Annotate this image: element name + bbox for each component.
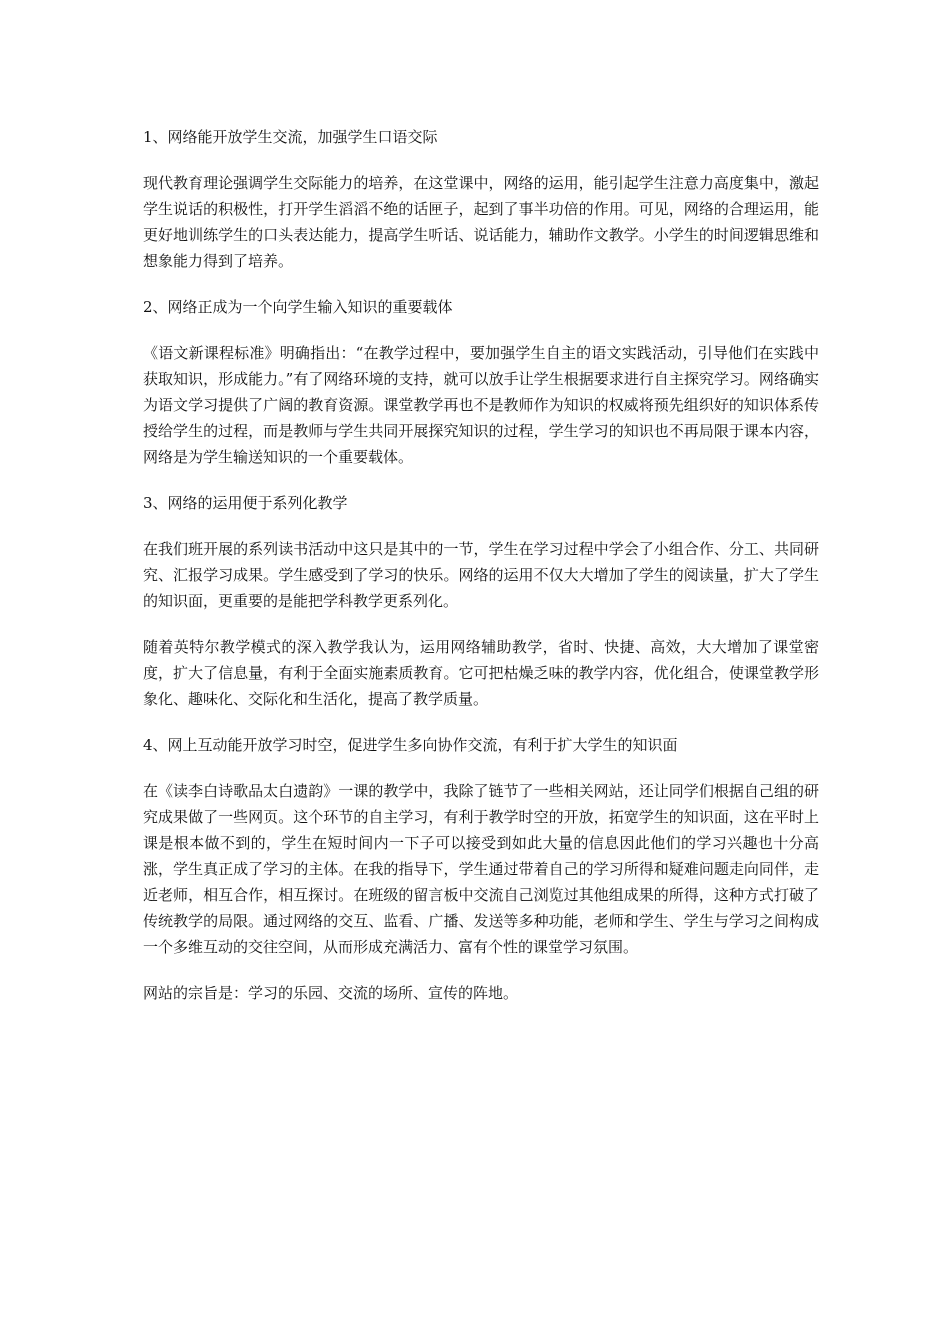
paragraph: 在我们班开展的系列读书活动中这只是其中的一节，学生在学习过程中学会了小组合作、分工、共同研究、汇报学习成果。学生感受到了学习的快乐。网络的运用不仅大大增加了学生的阅读量，扩大了学生的知识面，更重要的是能把学科教学更系列化。: [143, 540, 819, 610]
section-4: [143, 732, 819, 1006]
section-heading: 3、网络的运用便于系列化教学: [143, 494, 348, 512]
section-heading: 1、网络能开放学生交流，加强学生口语交际: [143, 128, 438, 146]
section-heading: 4、网上互动能开放学习时空，促进学生多向协作交流，有利于扩大学生的知识面: [143, 736, 678, 754]
paragraph: 网站的宗旨是：学习的乐园、交流的场所、宣传的阵地。: [143, 984, 519, 1002]
paragraph: 《语文新课程标准》明确指出：“在教学过程中，要加强学生自主的语文实践活动，引导他们在实践中获取知识，形成能力。”有了网络环境的支持，就可以放手让学生根据要求进行自主探究学习。网络确实为语文学习提供了广阔的教育资源。课堂教学再也不是教师作为知识的权威将预先组织好的知识体系传授给学生的过程，而是教师与学生共同开展探究知识的过程，学生学习的知识也不再局限于课本内容，网络是为学生输送知识的一个重要载体。: [143, 344, 819, 466]
paragraph: 现代教育理论强调学生交际能力的培养，在这堂课中，网络的运用，能引起学生注意力高度集中，激起学生说话的积极性，打开学生滔滔不绝的话匣子，起到了事半功倍的作用。可见，网络的合理运用，能更好地训练学生的口头表达能力，提高学生听话、说话能力，辅助作文教学。小学生的时间逻辑思维和想象能力得到了培养。: [143, 174, 819, 270]
paragraph: 在《读李白诗歌品太白遗韵》一课的教学中，我除了链节了一些相关网站，还让同学们根据自己组的研究成果做了一些网页。这个环节的自主学习，有利于教学时空的开放，拓宽学生的知识面，这在平时上课是根本做不到的，学生在短时间内一下子可以接受到如此大量的信息因此他们的学习兴趣也十分高涨，学生真正成了学习的主体。在我的指导下，学生通过带着自己的学习所得和疑难问题走向同伴，走近老师，相互合作，相互探讨。在班级的留言板中交流自己浏览过其他组成果的所得，这种方式打破了传统教学的局限。通过网络的交互、监看、广播、发送等多种功能，老师和学生、学生与学习之间构成一个多维互动的交往空间，从而形成充满活力、富有个性的课堂学习氛围。: [143, 782, 819, 956]
document-page: [143, 124, 819, 1026]
section-heading: 2、网络正成为一个向学生输入知识的重要载体: [143, 298, 453, 316]
section-3: [143, 490, 819, 712]
section-2: [143, 294, 819, 470]
section-1: [143, 124, 819, 274]
paragraph: 随着英特尔教学模式的深入教学我认为，运用网络辅助教学，省时、快捷、高效，大大增加了课堂密度，扩大了信息量，有利于全面实施素质教育。它可把枯燥乏味的教学内容，优化组合，使课堂教学形象化、趣味化、交际化和生活化，提高了教学质量。: [143, 638, 819, 708]
